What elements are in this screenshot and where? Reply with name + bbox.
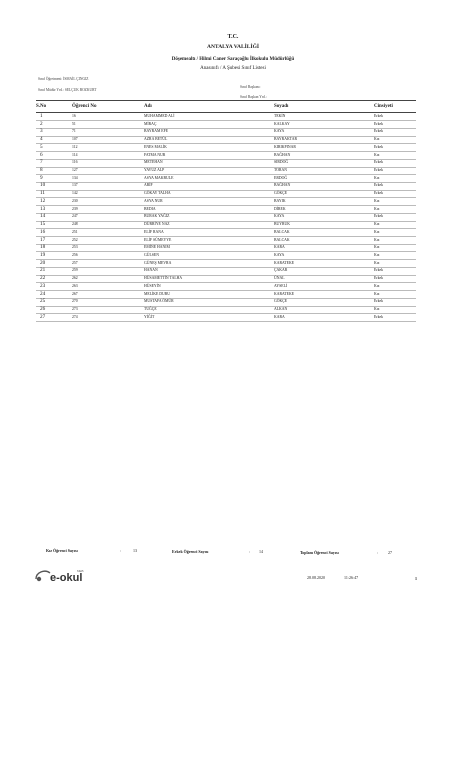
row-student-no: 142 [72, 191, 78, 196]
row-sno: 11 [40, 190, 45, 197]
row-gender: Kız [374, 307, 380, 311]
table-row [36, 260, 416, 267]
row-surname: SIRDOĞ [274, 160, 289, 165]
eokul-logo [33, 567, 93, 585]
row-name: ARİF [144, 183, 153, 188]
assistant-label: Sınıf Müdür Yrd.: SELÇUK BOZKURT [38, 88, 97, 92]
page-number: 1 [415, 576, 417, 581]
row-name: GÜLSEN [144, 252, 159, 257]
row-surname: KAYA [274, 214, 285, 219]
row-gender: Kız [374, 283, 380, 288]
row-gender: Kız [374, 237, 380, 242]
row-sno: 25 [40, 298, 46, 305]
col-student-no: Öğrenci No [72, 104, 97, 109]
table-row [36, 159, 416, 166]
row-sno: 13 [40, 205, 46, 212]
row-surname: ÇAKAR [274, 268, 288, 273]
girls-count-label: Kız Öğrenci Sayısı [46, 548, 78, 553]
row-student-no: 270 [72, 299, 78, 304]
col-surname: Soyadı [274, 104, 289, 109]
table-row [36, 267, 416, 274]
row-student-no: 137 [72, 183, 78, 188]
row-student-no: 251 [72, 229, 78, 234]
row-sno: 18 [40, 244, 46, 251]
table-row [36, 237, 416, 244]
class-rep-assistant-label: Sınıf Başkan Yrd.: [240, 95, 267, 99]
row-gender: Erkek [374, 160, 384, 165]
table-top-rule [36, 100, 416, 101]
row-surname: KARATEKE [274, 291, 295, 296]
row-gender: Kız [374, 245, 380, 250]
row-gender: Erkek [374, 268, 384, 273]
table-row [36, 113, 416, 120]
row-surname: KARA [274, 245, 285, 250]
row-sno: 1 [40, 113, 43, 119]
row-name: FATMA NUR [144, 152, 166, 157]
row-sno: 21 [40, 267, 46, 274]
row-sno: 24 [40, 290, 46, 297]
table-row [36, 244, 416, 251]
row-gender: Kız [374, 152, 380, 157]
table-header [36, 103, 416, 112]
row-surname: BAYRAKTAR [274, 137, 297, 142]
row-gender: Kız [374, 260, 380, 265]
col-sno: S.No [36, 104, 47, 109]
row-name: HANAN [144, 268, 158, 273]
boys-count-value: 14 [259, 549, 263, 554]
row-sno: 16 [40, 228, 46, 235]
row-gender: Kız [374, 291, 380, 296]
row-surname: ERDOĞ [274, 175, 288, 180]
total-count-value: 27 [388, 550, 392, 555]
table-row [36, 213, 416, 220]
total-count-sep: : [377, 550, 379, 555]
row-surname: BALCAK [274, 229, 290, 234]
table-row [36, 221, 416, 228]
row-student-no: 114 [72, 152, 78, 157]
row-sno: 27 [40, 313, 46, 320]
table-row [36, 182, 416, 189]
row-student-no: 274 [72, 314, 78, 319]
row-student-no: 134 [72, 175, 78, 180]
row-student-no: 267 [72, 291, 78, 296]
row-sno: 15 [40, 221, 46, 228]
class-rep-label: Sınıf Başkanı: [240, 85, 261, 89]
row-name: ASYA NUR [144, 198, 163, 203]
row-surname: BAYIK [274, 198, 286, 203]
table-row [36, 175, 416, 182]
table-row [36, 152, 416, 159]
row-sno: 10 [40, 182, 46, 189]
row-name: BURAK YAĞIZ [144, 214, 170, 219]
eokul-logo-icon [33, 567, 93, 585]
row-surname: KARA [274, 314, 285, 319]
row-student-no: 239 [72, 206, 78, 211]
total-count-label: Toplam Öğrenci Sayısı [300, 550, 339, 555]
row-gender: Kız [374, 175, 380, 180]
row-sno: 4 [40, 136, 43, 143]
boys-count-label: Erkek Öğrenci Sayısı [172, 549, 209, 554]
row-name: YİĞİT [144, 314, 155, 319]
girls-count-value: 13 [133, 548, 137, 553]
row-gender: Erkek [374, 299, 384, 304]
row-sno: 3 [40, 128, 43, 135]
table-row [36, 167, 416, 174]
row-sno: 12 [40, 197, 46, 204]
row-sno: 19 [40, 251, 46, 258]
row-name: BEDIA [144, 206, 156, 211]
row-student-no: 247 [72, 214, 78, 219]
row-surname: KAYA [274, 252, 285, 257]
girls-count-sep: : [120, 548, 122, 553]
row-name: AZRA BETÜL [144, 137, 168, 142]
table-row [36, 283, 416, 290]
row-gender: Erkek [374, 144, 384, 149]
row-surname: ALKAN [274, 307, 288, 311]
table-row [36, 144, 416, 151]
row-student-no: 107 [72, 137, 78, 142]
row-student-no: 230 [72, 198, 78, 203]
row-name: MUSTAFA ÖMÜR [144, 299, 174, 304]
row-gender: Kız [374, 206, 380, 211]
table-row [36, 229, 416, 236]
row-surname: TORAN [274, 168, 288, 173]
row-gender: Erkek [374, 314, 384, 319]
row-sno: 17 [40, 236, 46, 243]
row-gender: Erkek [374, 191, 384, 196]
row-sno: 5 [40, 143, 43, 150]
row-surname: KALKAY [274, 121, 290, 126]
row-student-no: 71 [72, 129, 76, 134]
boys-count-sep: : [249, 549, 251, 554]
row-gender: Kız [374, 229, 380, 234]
table-row [36, 298, 416, 305]
row-name: MELİKE DURU [144, 291, 171, 296]
row-sno: 6 [40, 151, 43, 158]
row-student-no: 112 [72, 144, 78, 149]
col-name: Adı [144, 104, 152, 109]
row-student-no: 16 [72, 114, 76, 118]
table-row [36, 121, 416, 128]
row-student-no: 273 [72, 307, 78, 311]
print-time: 11:26:47 [344, 575, 359, 580]
row-gender: Kız [374, 198, 380, 203]
row-student-no: 116 [72, 160, 78, 165]
row-name: TUĞÇE [144, 307, 157, 311]
row-name: GÖKAY TALHA [144, 191, 171, 196]
row-student-no: 127 [72, 168, 78, 173]
row-student-no: 253 [72, 245, 78, 250]
row-gender: Erkek [374, 121, 384, 126]
table-row [36, 128, 416, 135]
table-row [36, 306, 416, 313]
row-surname: KIRIKPINAR [274, 144, 296, 149]
table-row [36, 291, 416, 298]
row-name: DÜRRİYE NAZ [144, 222, 170, 227]
row-surname: BAĞHAN [274, 183, 291, 188]
svg-text:e-okul: e-okul [50, 572, 83, 584]
row-name: ASYA MAKBULE [144, 175, 174, 180]
row-name: YAVUZ ALP [144, 168, 165, 173]
row-name: METEHAN [144, 160, 163, 165]
row-sno: 14 [40, 213, 46, 220]
row-student-no: 263 [72, 283, 78, 288]
row-surname: BUYRUK [274, 222, 291, 227]
row-surname: BAĞHAN [274, 152, 291, 157]
row-student-no: 257 [72, 260, 78, 265]
row-sno: 2 [40, 120, 43, 127]
row-gender: Erkek [374, 114, 384, 118]
row-student-no: 259 [72, 268, 78, 273]
table-row [36, 136, 416, 143]
row-surname: TEKİN [274, 114, 286, 118]
row-gender: Erkek [374, 276, 384, 281]
row-name: MUHAMMED ALİ [144, 114, 175, 118]
row-student-no: 256 [72, 252, 78, 257]
print-date: 28.08.2020 [307, 575, 325, 580]
row-divider [36, 321, 416, 322]
row-sno: 7 [40, 159, 43, 166]
table-row [36, 198, 416, 205]
row-student-no: 248 [72, 222, 78, 227]
row-name: ELİF SÜMEYYE [144, 237, 172, 242]
svg-text:MEB: MEB [77, 569, 84, 573]
table-row [36, 206, 416, 213]
row-name: EMİNE HANIM [144, 245, 170, 250]
row-surname: DİREK [274, 206, 286, 211]
header-school: Döşemealtı / Hilmi Caner Saraçoğlu İlkokulu Müdürlüğü [171, 57, 295, 62]
row-surname: AYSELİ [274, 283, 288, 288]
row-gender: Erkek [374, 168, 384, 173]
table-row [36, 190, 416, 197]
row-sno: 20 [40, 259, 46, 266]
table-row [36, 252, 416, 259]
row-surname: KAYA [274, 129, 285, 134]
row-surname: GÖKÇE [274, 299, 288, 304]
row-gender: Erkek [374, 214, 384, 219]
row-name: ENES MALİK [144, 144, 167, 149]
table-row [36, 314, 416, 321]
row-sno: 8 [40, 167, 43, 174]
row-sno: 23 [40, 282, 46, 289]
row-gender: Kız [374, 137, 380, 142]
table-row [36, 275, 416, 282]
row-gender: Erkek [374, 129, 384, 134]
row-surname: GÖKÇE [274, 191, 288, 196]
row-sno: 26 [40, 306, 46, 312]
header-tc: T.C. [227, 34, 239, 40]
row-student-no: 262 [72, 276, 78, 281]
row-gender: Kız [374, 222, 380, 227]
col-gender: Cinsiyeti [374, 104, 393, 109]
row-student-no: 252 [72, 237, 78, 242]
row-surname: ÜNAL [274, 276, 285, 281]
row-gender: Kız [374, 252, 380, 257]
row-name: MİRAÇ [144, 121, 157, 126]
row-surname: BALCAK [274, 237, 290, 242]
row-sno: 9 [40, 174, 43, 181]
row-student-no: 51 [72, 121, 76, 126]
row-gender: Erkek [374, 183, 384, 188]
header-class-list: Anasınıfı / A Şubesi Sınıf Listesi [200, 66, 266, 71]
teacher-label: Sınıf Öğretmeni: İSMAİL ÇINGIZ [38, 77, 89, 81]
row-name: BAYRAM EFE [144, 129, 169, 134]
header-governorship: ANTALYA VALİLİĞİ [206, 44, 260, 50]
row-name: ELİF RANA [144, 229, 164, 234]
row-sno: 22 [40, 275, 46, 282]
row-surname: KARATEKE [274, 260, 295, 265]
row-name: GÜNEŞ MEVRA [144, 260, 172, 265]
row-name: HÜSEYİN [144, 283, 161, 288]
row-name: HÜSAMETTİN TALHA [144, 276, 183, 281]
